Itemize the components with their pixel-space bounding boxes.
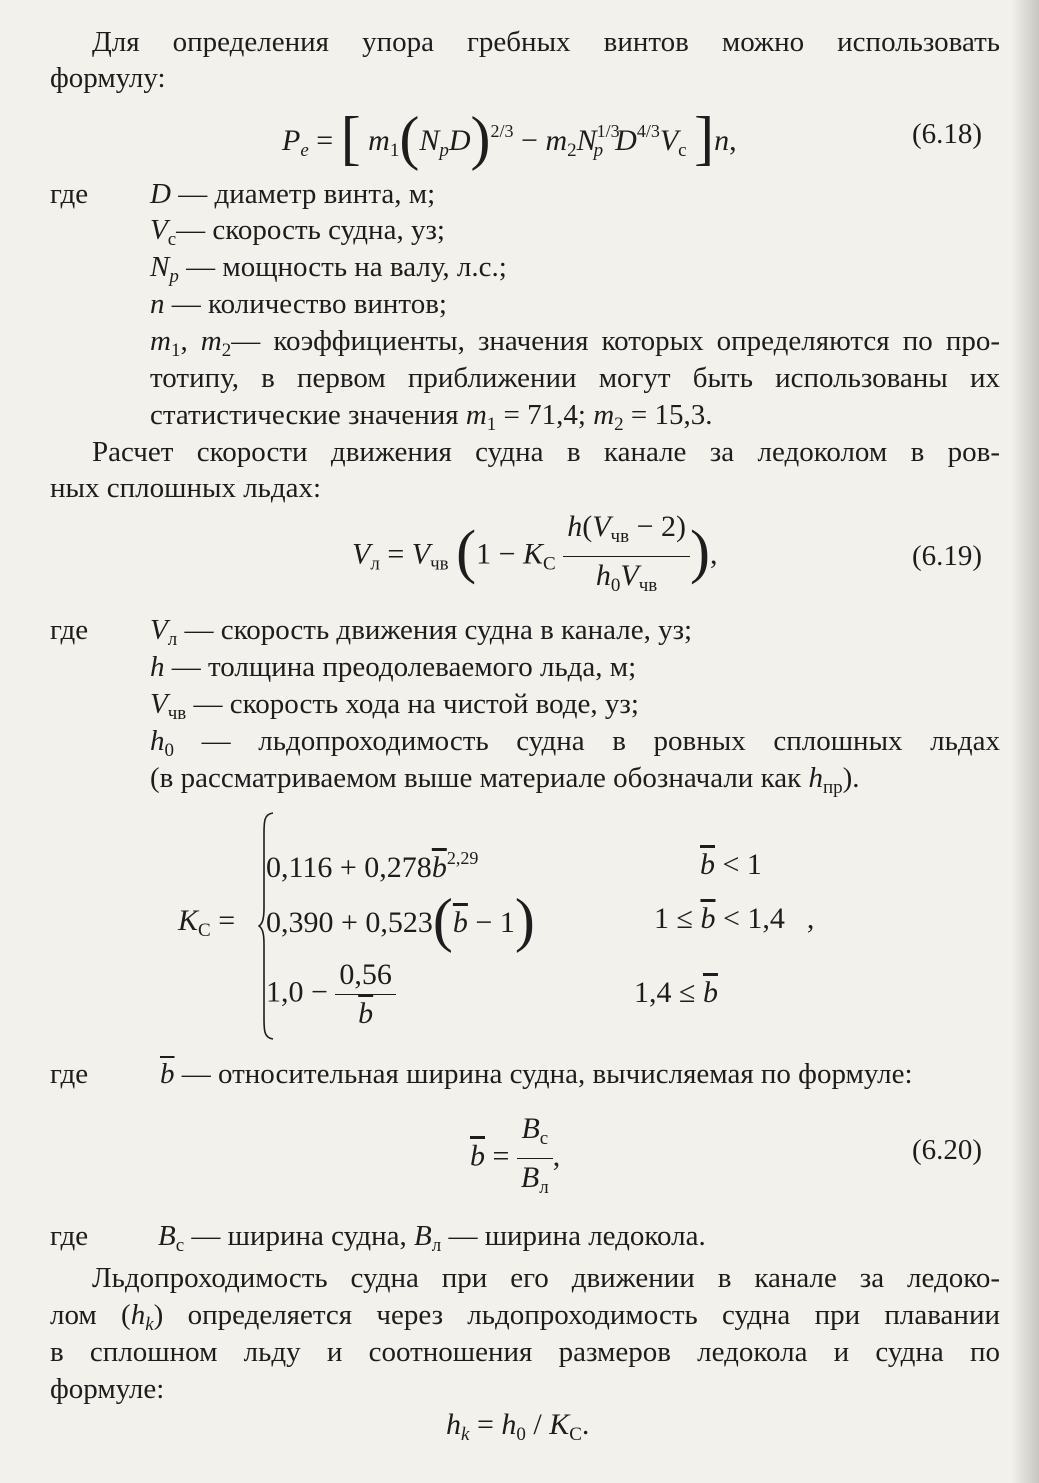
kc-case3: 1,0 − $\frac{0,56}{b}$ bbox=[266, 958, 396, 1031]
para1-line2: формулу: bbox=[50, 62, 166, 94]
def-Np: $N_p$ — мощность на валу, л.с.; bbox=[150, 251, 507, 287]
def-h0-line1: $h_0$ — льдопроходимость судна в ровных сплошных льдах bbox=[150, 725, 1000, 761]
def-h0-line2: (в рассматриваемом выше материале обозначали как $h_{пр}$). bbox=[150, 762, 860, 798]
equation-6-20: $\overline{b}$ = $\frac{B_с}{B_л}$ , bbox=[470, 1112, 561, 1198]
kc-case2: $0,390 + 0,523(\overline{b} - 1)$ bbox=[266, 887, 535, 953]
para3-line4: формуле: bbox=[50, 1373, 165, 1405]
def-Bc-Bl: $B_с$ — ширина судна, $B_л$ — ширина ледокола. bbox=[158, 1220, 706, 1256]
equation-number-6-19: (6.19) bbox=[912, 540, 983, 572]
def-h: h — толщина преодолеваемого льда, м; bbox=[150, 651, 637, 683]
para2-line1: Расчет скорости движения судна в канале за ледоколом в ров- bbox=[92, 436, 1000, 468]
equation-6-18: $P_e$ = [ $m_1(N_pD)^{2/3} - m_2N^{1/3}_p$ $D^{4/3}V_c$ ]n, bbox=[282, 105, 737, 171]
equation-hk: $h_k = h_0 / K_С$. bbox=[446, 1408, 590, 1445]
kc-cond1: $\overline{b} < 1$ bbox=[700, 848, 762, 881]
def-Vchv: $V_{чв}$ — скорость хода на чистой воде, уз; bbox=[150, 688, 639, 724]
para3-line1: Льдопроходимость судна при его движении в канале за ледоко- bbox=[92, 1262, 1000, 1294]
where-label-2: где bbox=[50, 614, 89, 646]
page-edge-shadow bbox=[1011, 0, 1039, 1483]
where-label-3: где bbox=[50, 1058, 89, 1090]
def-b: $\overline{b}$ — относительная ширина судна, вычисляемая по формуле: bbox=[160, 1058, 913, 1090]
def-Vl: $V_л$ — скорость движения судна в канале, уз; bbox=[150, 614, 693, 650]
where-label-4: где bbox=[50, 1220, 89, 1252]
def-m-line1: $m_1$, $m_2—$ коэффициенты, значения которых определяются по про- bbox=[150, 325, 1000, 361]
para3-line3: в сплошном льду и соотношения размеров ледокола и судна по bbox=[50, 1336, 1000, 1368]
equation-6-19: $V_л = V_{чв}$ ($1 - K_С$ $\frac{h(V_{чв} - 2)}{h_0V_{чв}}$ ), bbox=[352, 510, 718, 596]
para3-line2: лом $(h_k)$ определяется через льдопроходимость судна при плавании bbox=[50, 1299, 1000, 1335]
def-D: D — диаметр винта, м; bbox=[150, 178, 436, 210]
kc-case1: $0,116 + 0,278\overline{b}^{2,29}$ bbox=[266, 848, 479, 884]
kc-cond2: $1 \le \overline{b} < 1,4$ , bbox=[654, 902, 815, 935]
def-n: n — количество винтов; bbox=[150, 288, 447, 320]
def-m-line2: тотипу, в первом приближении могут быть использованы их bbox=[150, 362, 1000, 394]
where-label-1: где bbox=[50, 178, 89, 210]
kc-lhs: $K_С$ = bbox=[178, 904, 236, 941]
para2-line2: ных сплошных льдах: bbox=[50, 472, 322, 504]
kc-cond3: $1,4 \le \overline{b}$ bbox=[634, 976, 718, 1009]
def-m-line3: статистические значения $m_1 = 71,4$; $m_2 = 15,3$. bbox=[150, 399, 713, 435]
equation-number-6-18: (6.18) bbox=[912, 118, 983, 150]
para1-line1: Для определения упора гребных винтов можно использовать bbox=[92, 26, 1000, 58]
equation-number-6-20: (6.20) bbox=[912, 1134, 983, 1166]
def-Vc: $V_c—$ скорость судна, уз; bbox=[150, 214, 445, 250]
